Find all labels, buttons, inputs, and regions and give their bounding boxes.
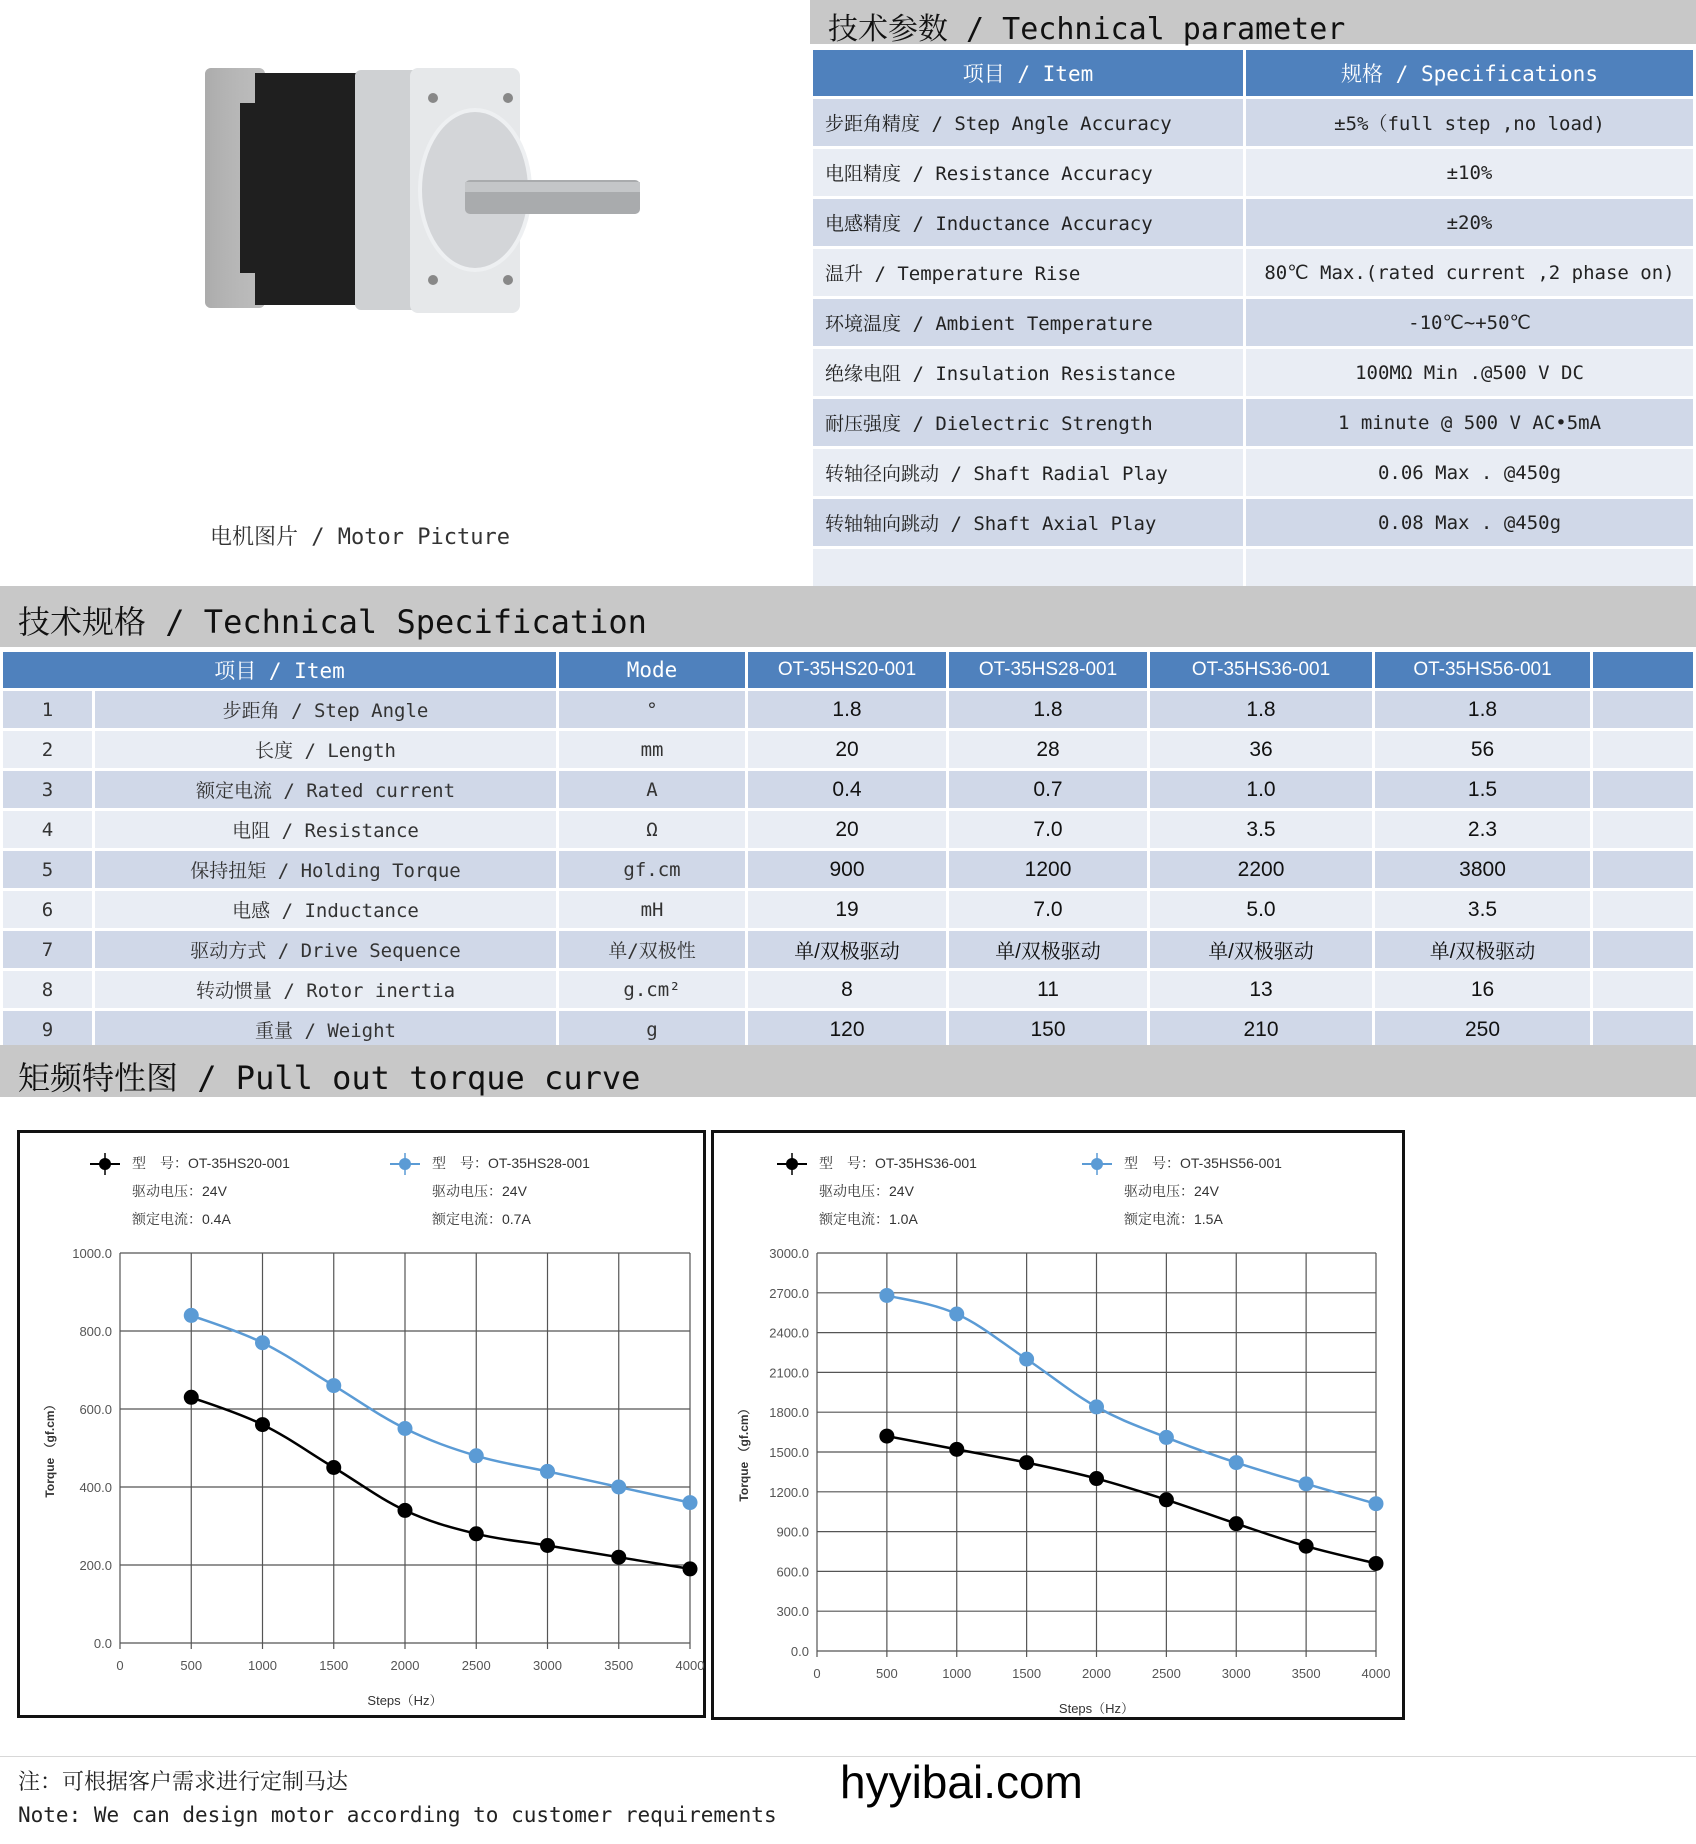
svg-text:1500: 1500 — [1012, 1666, 1042, 1681]
legend-voltage: 驱动电压：24V — [819, 1183, 914, 1199]
row-item: 电阻 / Resistance — [95, 811, 556, 848]
column-header-model: OT-35HS28-001 — [949, 652, 1147, 688]
table-row — [3, 1011, 1693, 1048]
row-number: 9 — [3, 1011, 92, 1048]
motor-picture-caption: 电机图片 / Motor Picture — [210, 525, 510, 550]
row-number: 7 — [3, 931, 92, 968]
svg-text:400.0: 400.0 — [79, 1480, 112, 1495]
svg-text:0: 0 — [116, 1658, 124, 1673]
row-unit: g — [559, 1011, 745, 1048]
svg-text:2000: 2000 — [1082, 1666, 1111, 1681]
row-value: 1.8 — [949, 691, 1147, 728]
table-row — [813, 149, 1693, 196]
param-spec: 0.06 Max . @450g — [1246, 449, 1693, 496]
svg-text:Torque （gf.cm）: Torque （gf.cm） — [43, 1398, 57, 1498]
row-unit: A — [559, 771, 745, 808]
row-value: 1.5 — [1375, 771, 1590, 808]
row-value: 1.0 — [1150, 771, 1372, 808]
legend-voltage: 驱动电压：24V — [432, 1183, 527, 1199]
param-item: 转轴轴向跳动 / Shaft Axial Play — [813, 499, 1243, 546]
param-spec: ±5%（full step ,no load) — [1246, 99, 1693, 146]
column-header-model: OT-35HS20-001 — [748, 652, 946, 688]
table-row — [813, 249, 1693, 296]
table-row — [3, 971, 1693, 1008]
row-value: 单/双极驱动 — [1375, 931, 1590, 968]
svg-text:600.0: 600.0 — [776, 1564, 809, 1580]
svg-text:2500: 2500 — [461, 1658, 491, 1673]
svg-text:500: 500 — [876, 1666, 898, 1681]
footer-note-english: Note: We can design motor according to customer requirements — [18, 1803, 777, 1827]
column-header-model: OT-35HS56-001 — [1375, 652, 1590, 688]
technical-parameter-table — [810, 47, 1696, 599]
row-value: 8 — [748, 971, 946, 1008]
row-value: 单/双极驱动 — [1150, 931, 1372, 968]
row-value: 单/双极驱动 — [748, 931, 946, 968]
param-item: 耐压强度 / Dielectric Strength — [813, 399, 1243, 446]
svg-text:600.0: 600.0 — [79, 1402, 112, 1417]
svg-text:Steps（Hz）: Steps（Hz） — [1058, 1701, 1135, 1716]
param-spec: 100MΩ Min .@500 V DC — [1246, 349, 1693, 396]
param-spec: ±10% — [1246, 149, 1693, 196]
row-value: 150 — [949, 1011, 1147, 1048]
technical-parameter-title: 技术参数 / Technical parameter — [828, 12, 1346, 47]
svg-text:0.0: 0.0 — [93, 1636, 112, 1651]
row-value: 36 — [1150, 731, 1372, 768]
svg-text:1000.0: 1000.0 — [72, 1246, 112, 1261]
row-item: 步距角 / Step Angle — [95, 691, 556, 728]
param-item: 绝缘电阻 / Insulation Resistance — [813, 349, 1243, 396]
torque-chart-right — [711, 1130, 1405, 1720]
column-header-specifications: 规格 / Specifications — [1246, 50, 1693, 96]
svg-text:1000: 1000 — [942, 1666, 972, 1681]
row-value: 3.5 — [1150, 811, 1372, 848]
table-header-row — [3, 652, 1693, 688]
table-row — [3, 851, 1693, 888]
svg-text:900.0: 900.0 — [776, 1524, 809, 1540]
svg-text:1500.0: 1500.0 — [769, 1445, 809, 1460]
row-empty-cell — [1593, 891, 1693, 928]
column-header-item: 项目 / Item — [813, 50, 1243, 96]
row-unit: gf.cm — [559, 851, 745, 888]
svg-text:2500: 2500 — [1151, 1666, 1181, 1681]
table-row — [3, 691, 1693, 728]
param-spec: 1 minute @ 500 V AC•5mA — [1246, 399, 1693, 446]
svg-text:0: 0 — [813, 1666, 821, 1681]
table-row — [3, 771, 1693, 808]
row-number: 8 — [3, 971, 92, 1008]
svg-text:2000: 2000 — [390, 1658, 420, 1673]
param-item: 步距角精度 / Step Angle Accuracy — [813, 99, 1243, 146]
table-row — [3, 891, 1693, 928]
row-unit: ° — [559, 691, 745, 728]
table-row — [813, 199, 1693, 246]
row-value: 5.0 — [1150, 891, 1372, 928]
param-spec: -10℃~+50℃ — [1246, 299, 1693, 346]
torque-chart-left — [17, 1130, 706, 1718]
row-number: 6 — [3, 891, 92, 928]
table-row — [813, 499, 1693, 546]
svg-text:4000: 4000 — [675, 1658, 705, 1673]
row-empty-cell — [1593, 771, 1693, 808]
param-spec: 0.08 Max . @450g — [1246, 499, 1693, 546]
row-value: 19 — [748, 891, 946, 928]
brand-watermark: hyyibai.com — [840, 1756, 1083, 1808]
legend-model: 型 号：OT-35HS28-001 — [432, 1155, 590, 1171]
table-header-row — [813, 50, 1693, 96]
row-value: 20 — [748, 731, 946, 768]
row-unit: mH — [559, 891, 745, 928]
svg-text:3500: 3500 — [604, 1658, 634, 1673]
svg-text:3000.0: 3000.0 — [769, 1246, 809, 1261]
row-value: 2200 — [1150, 851, 1372, 888]
row-item: 转动惯量 / Rotor inertia — [95, 971, 556, 1008]
row-item: 电感 / Inductance — [95, 891, 556, 928]
param-spec: ±20% — [1246, 199, 1693, 246]
row-value: 3.5 — [1375, 891, 1590, 928]
row-value: 2.3 — [1375, 811, 1590, 848]
row-empty-cell — [1593, 691, 1693, 728]
technical-specification-title: 技术规格 / Technical Specification — [18, 603, 647, 641]
row-unit: mm — [559, 731, 745, 768]
svg-text:2700.0: 2700.0 — [769, 1285, 809, 1301]
row-empty-cell — [1593, 1011, 1693, 1048]
legend-model: 型 号：OT-35HS36-001 — [819, 1155, 977, 1171]
legend-voltage: 驱动电压：24V — [1124, 1183, 1219, 1199]
row-unit: 单/双极性 — [559, 931, 745, 968]
row-number: 3 — [3, 771, 92, 808]
svg-text:Steps（Hz）: Steps（Hz） — [367, 1693, 443, 1708]
svg-text:1800.0: 1800.0 — [769, 1405, 809, 1421]
svg-text:800.0: 800.0 — [79, 1324, 112, 1339]
svg-text:0.0: 0.0 — [790, 1644, 809, 1659]
row-item: 重量 / Weight — [95, 1011, 556, 1048]
torque-curve-title: 矩频特性图 / Pull out torque curve — [18, 1059, 641, 1097]
row-value: 7.0 — [949, 891, 1147, 928]
row-value: 0.4 — [748, 771, 946, 808]
row-number: 5 — [3, 851, 92, 888]
torque-curve-header — [0, 1045, 1696, 1097]
svg-text:2400.0: 2400.0 — [769, 1325, 809, 1341]
svg-text:300.0: 300.0 — [776, 1604, 809, 1620]
row-item: 驱动方式 / Drive Sequence — [95, 931, 556, 968]
row-value: 1.8 — [748, 691, 946, 728]
svg-text:1000: 1000 — [248, 1658, 277, 1673]
row-value: 单/双极驱动 — [949, 931, 1147, 968]
row-value: 1200 — [949, 851, 1147, 888]
legend-current: 额定电流：1.0A — [819, 1211, 918, 1227]
param-spec: 80℃ Max.(rated current ,2 phase on) — [1246, 249, 1693, 296]
svg-text:500: 500 — [180, 1658, 203, 1673]
svg-text:4000: 4000 — [1361, 1666, 1391, 1681]
motor-photo — [205, 68, 645, 343]
row-number: 2 — [3, 731, 92, 768]
motor-picture-panel — [0, 0, 808, 580]
svg-text:Torque （gf.cm）: Torque （gf.cm） — [737, 1402, 751, 1502]
param-item: 电阻精度 / Resistance Accuracy — [813, 149, 1243, 196]
legend-model: 型 号：OT-35HS56-001 — [1124, 1155, 1282, 1171]
column-header-model: OT-35HS36-001 — [1150, 652, 1372, 688]
row-value: 28 — [949, 731, 1147, 768]
table-row — [3, 931, 1693, 968]
svg-text:3000: 3000 — [1221, 1666, 1251, 1681]
technical-specification-table — [0, 649, 1696, 1051]
row-value: 120 — [748, 1011, 946, 1048]
row-unit: Ω — [559, 811, 745, 848]
svg-text:2100.0: 2100.0 — [769, 1365, 809, 1381]
technical-specification-header — [0, 586, 1696, 647]
table-row — [813, 349, 1693, 396]
row-value: 0.7 — [949, 771, 1147, 808]
param-item: 电感精度 / Inductance Accuracy — [813, 199, 1243, 246]
row-item: 保持扭矩 / Holding Torque — [95, 851, 556, 888]
torque-plot — [20, 1133, 709, 1721]
table-row — [813, 449, 1693, 496]
row-value: 900 — [748, 851, 946, 888]
column-header-item: 项目 / Item — [3, 652, 556, 688]
legend-model: 型 号：OT-35HS20-001 — [132, 1155, 290, 1171]
row-value: 16 — [1375, 971, 1590, 1008]
row-empty-cell — [1593, 811, 1693, 848]
row-empty-cell — [1593, 931, 1693, 968]
svg-text:1200.0: 1200.0 — [769, 1484, 809, 1500]
svg-text:200.0: 200.0 — [79, 1558, 112, 1573]
legend-current: 额定电流：1.5A — [1124, 1211, 1223, 1227]
legend-current: 额定电流：0.7A — [432, 1211, 531, 1227]
param-item: 温升 / Temperature Rise — [813, 249, 1243, 296]
row-value: 1.8 — [1150, 691, 1372, 728]
row-number: 1 — [3, 691, 92, 728]
row-empty-cell — [1593, 971, 1693, 1008]
row-number: 4 — [3, 811, 92, 848]
param-item: 转轴径向跳动 / Shaft Radial Play — [813, 449, 1243, 496]
row-value: 250 — [1375, 1011, 1590, 1048]
param-item: 环境温度 / Ambient Temperature — [813, 299, 1243, 346]
column-header-mode: Mode — [559, 652, 745, 688]
table-row — [3, 811, 1693, 848]
row-value: 210 — [1150, 1011, 1372, 1048]
table-row — [3, 731, 1693, 768]
footer-note-chinese: 注：可根据客户需求进行定制马达 — [18, 1770, 349, 1795]
svg-text:3000: 3000 — [533, 1658, 562, 1673]
svg-text:1500: 1500 — [319, 1658, 349, 1673]
technical-parameter-header — [810, 0, 1696, 47]
row-value: 7.0 — [949, 811, 1147, 848]
column-header-extra — [1593, 652, 1693, 688]
row-value: 13 — [1150, 971, 1372, 1008]
row-value: 56 — [1375, 731, 1590, 768]
table-row — [813, 299, 1693, 346]
row-value: 3800 — [1375, 851, 1590, 888]
row-value: 11 — [949, 971, 1147, 1008]
table-row — [813, 399, 1693, 446]
row-value: 1.8 — [1375, 691, 1590, 728]
row-item: 长度 / Length — [95, 731, 556, 768]
row-unit: g.cm² — [559, 971, 745, 1008]
legend-voltage: 驱动电压：24V — [132, 1183, 227, 1199]
torque-plot — [714, 1133, 1408, 1723]
row-empty-cell — [1593, 731, 1693, 768]
svg-text:3500: 3500 — [1291, 1666, 1321, 1681]
table-row — [813, 99, 1693, 146]
row-item: 额定电流 / Rated current — [95, 771, 556, 808]
row-value: 20 — [748, 811, 946, 848]
legend-current: 额定电流：0.4A — [132, 1211, 231, 1227]
row-empty-cell — [1593, 851, 1693, 888]
